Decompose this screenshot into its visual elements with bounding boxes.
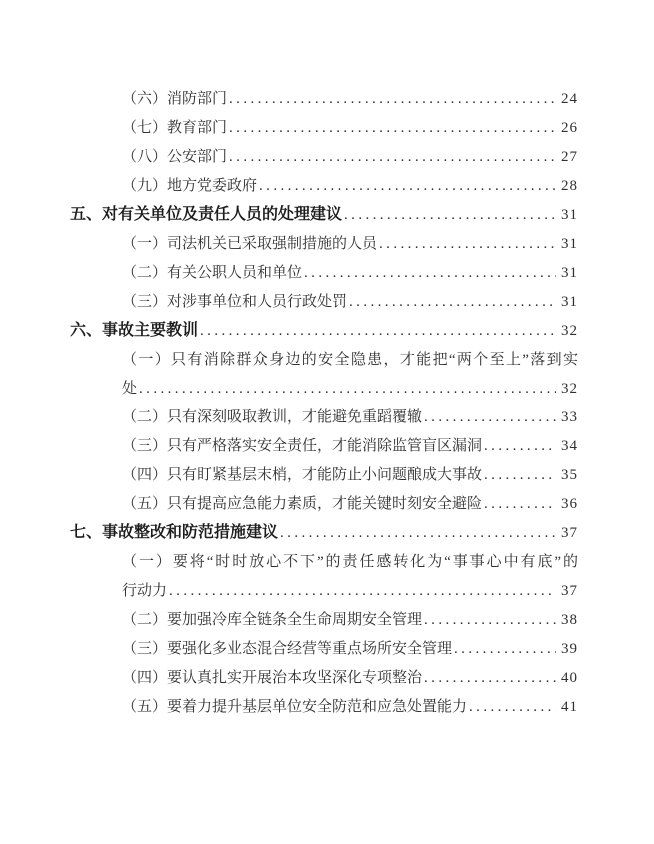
toc-entry	[70, 230, 578, 259]
toc-page-number: 36	[561, 496, 578, 513]
toc-entry-title: （九）地方党委政府	[122, 177, 258, 194]
toc-leader-dots	[484, 490, 556, 519]
toc-page-number: 34	[561, 438, 578, 455]
toc-leader-dots	[304, 259, 556, 288]
toc-page-number: 32	[561, 380, 578, 397]
toc-entry	[70, 432, 578, 461]
toc-page-number: 28	[561, 177, 578, 194]
toc-leader-dots	[469, 693, 556, 722]
toc-page-number: 27	[561, 148, 578, 165]
toc-leader-dots	[169, 577, 556, 606]
toc-entry-title: （二）只有深刻吸取教训，才能避免重蹈覆辙	[122, 409, 423, 426]
toc-entry-title: （一）要将“时时放心不下”的责任感转化为“事事心中有底”的	[122, 554, 578, 571]
toc-entry-title: 五、对有关单位及责任人员的处理建议	[70, 205, 343, 223]
toc-entry-title: （二）有关公职人员和单位	[122, 264, 303, 281]
toc-leader-dots	[424, 664, 556, 693]
toc-leader-dots	[484, 461, 556, 490]
toc-entry	[70, 259, 578, 288]
toc-page-number: 31	[561, 235, 578, 252]
toc-leader-dots	[139, 375, 556, 404]
toc-entry-title: （三）对涉事单位和人员行政处罚	[122, 293, 348, 310]
toc-entry	[70, 490, 578, 519]
toc-page-number: 37	[561, 583, 578, 600]
toc-page-number: 26	[561, 119, 578, 136]
toc-entry-section	[70, 317, 578, 346]
toc-entry-title: （六）消防部门	[122, 91, 228, 107]
toc-leader-dots	[349, 288, 556, 317]
toc-page-number: 31	[561, 293, 578, 310]
toc-entry-title: （八）公安部门	[122, 148, 228, 165]
toc-entry	[70, 461, 578, 490]
toc-entry	[70, 635, 578, 664]
toc-entry-title: 行动力	[122, 583, 168, 600]
toc-entry	[70, 375, 578, 404]
toc-leader-dots	[344, 201, 556, 230]
toc-entry-title: （五）要着力提升基层单位安全防范和应急处置能力	[122, 699, 468, 716]
toc-entry	[70, 114, 578, 143]
toc-leader-dots	[379, 230, 556, 259]
toc-entry-title: （四）只有盯紧基层末梢，才能防止小问题酿成大事故	[122, 467, 483, 484]
toc-entry	[70, 693, 578, 722]
toc-leader-dots	[424, 403, 556, 432]
toc-page-number: 31	[561, 206, 578, 223]
toc-entry	[70, 288, 578, 317]
toc-entry	[70, 403, 578, 432]
toc-entry-title: （七）教育部门	[122, 119, 228, 136]
toc-page-number: 33	[561, 409, 578, 426]
toc-page-number: 39	[561, 641, 578, 658]
toc-entry	[70, 548, 578, 577]
toc-entry-section	[70, 201, 578, 230]
toc-leader-dots	[229, 85, 556, 114]
toc-page-number: 31	[561, 264, 578, 281]
toc-entry-title: （三）要强化多业态混合经营等重点场所安全管理	[122, 641, 453, 658]
toc-entry-title: 七、事故整改和防范措施建议	[70, 524, 279, 542]
toc-leader-dots	[229, 143, 556, 172]
toc-leader-dots	[454, 635, 556, 664]
toc-entry	[70, 85, 578, 114]
toc-entry-title: （二）要加强冷库全链条全生命周期安全管理	[122, 612, 423, 629]
toc-entry	[70, 606, 578, 635]
toc-leader-dots	[259, 172, 556, 201]
toc-list	[70, 85, 578, 722]
toc-page-number: 41	[561, 699, 578, 716]
toc-page-number: 37	[561, 525, 578, 542]
toc-entry-title: 处	[122, 380, 138, 397]
toc-leader-dots	[229, 114, 556, 143]
toc-entry-section	[70, 519, 578, 548]
toc-entry	[70, 143, 578, 172]
toc-entry-title: （四）要认真扎实开展治本攻坚深化专项整治	[122, 670, 423, 687]
toc-entry-title: （一）只有消除群众身边的安全隐患，才能把“两个至上”落到实	[122, 351, 578, 368]
toc-page-number: 35	[561, 467, 578, 484]
toc-entry-title: 六、事故主要教训	[70, 321, 199, 339]
toc-page-number: 40	[561, 670, 578, 687]
toc-page-number: 32	[561, 322, 578, 339]
toc-leader-dots	[424, 606, 556, 635]
toc-page-number: 24	[561, 91, 578, 107]
toc-entry-title: （一）司法机关已采取强制措施的人员	[122, 235, 378, 252]
toc-leader-dots	[484, 432, 556, 461]
toc-leader-dots	[200, 317, 556, 346]
toc-entry	[70, 346, 578, 375]
toc-entry	[70, 172, 578, 201]
toc-entry	[70, 664, 578, 693]
toc-leader-dots	[280, 519, 556, 548]
toc-page-number: 38	[561, 612, 578, 629]
toc-entry-title: （三）只有严格落实安全责任，才能消除监管盲区漏洞	[122, 438, 483, 455]
toc-entry	[70, 577, 578, 606]
toc-entry-title: （五）只有提高应急能力素质，才能关键时刻安全避险	[122, 496, 483, 513]
